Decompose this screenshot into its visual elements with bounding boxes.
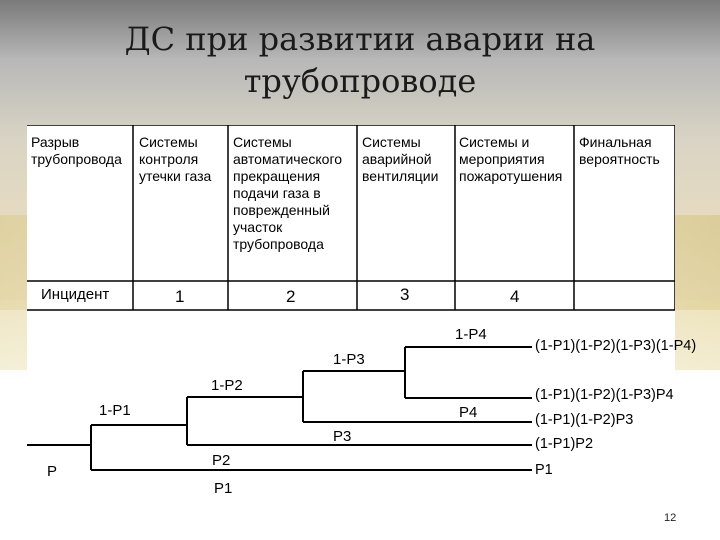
page-number: 12	[664, 512, 677, 524]
branch-label-p1: P1	[214, 480, 233, 497]
column-number-4: 4	[510, 287, 520, 306]
column-number-1: 1	[175, 287, 185, 306]
outcome-probability-1: (1-P1)(1-P2)(1-P3)(1-P4)	[535, 338, 697, 354]
event-tree-panel	[27, 125, 697, 497]
branch-label-p2: P2	[212, 452, 231, 469]
column-number-2: 2	[286, 287, 296, 306]
header-auto-shutoff: Системы автоматического прекращения подачи газа в поврежденный участок трубопровода	[233, 134, 343, 252]
title-line-1: ДС при развитии аварии на	[124, 20, 596, 58]
branch-label-1-minus-p2: 1-P2	[211, 377, 243, 394]
header-leak-control: Системы контроля утечки газа	[139, 134, 212, 184]
header-pipeline-rupture: Разрыв трубопровода	[31, 134, 122, 167]
header-emergency-ventilation: Системы аварийной вентиляции	[362, 134, 439, 184]
branch-label-p3: P3	[333, 428, 352, 445]
tree-start-label: P	[47, 463, 58, 480]
column-number-3: 3	[400, 285, 410, 304]
row-label-incident: Инцидент	[41, 286, 110, 303]
outcome-probability-4: (1-P1)P2	[535, 436, 594, 452]
outcome-probability-2: (1-P1)(1-P2)(1-P3)P4	[535, 387, 674, 403]
header-fire-suppression: Системы и мероприятия пожаротушения	[459, 134, 563, 184]
branch-label-1-minus-p3: 1-P3	[333, 351, 365, 368]
title-line-2: трубопроводе	[243, 62, 477, 100]
branch-label-1-minus-p4: 1-P4	[455, 326, 487, 343]
branch-label-p4: P4	[459, 404, 478, 421]
header-final-probability: Финальная вероятность	[579, 134, 660, 167]
slide-title	[0, 18, 720, 102]
branch-label-1-minus-p1: 1-P1	[99, 402, 131, 419]
outcome-probability-5: P1	[535, 462, 553, 478]
outcome-probability-3: (1-P1)(1-P2)P3	[535, 412, 634, 428]
